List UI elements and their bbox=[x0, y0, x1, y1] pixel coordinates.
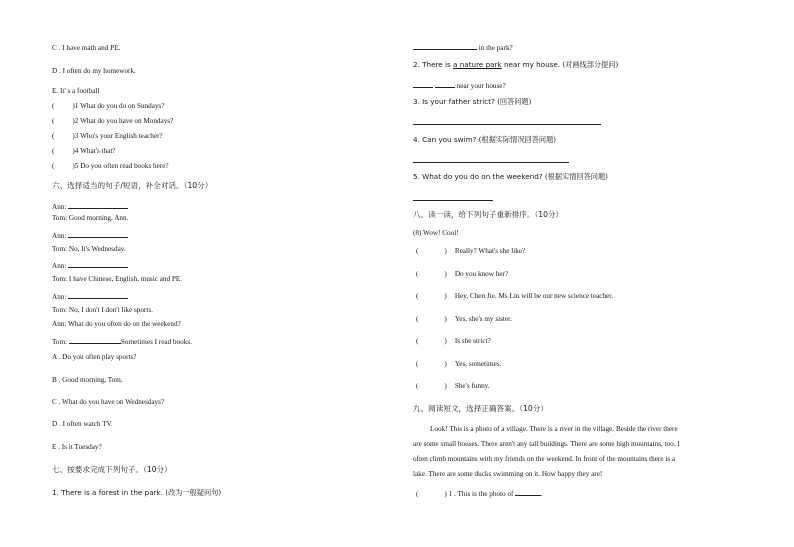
passage-line-1: Look! This is a photo of a village. There is a river in the village. Beside the river there bbox=[430, 425, 678, 433]
dialog-line-6: Tom: I have Chinese, English, music and PE. bbox=[52, 275, 183, 283]
match-item-2: ( )2 What do you have on Mondays? bbox=[52, 117, 174, 125]
match-item-4: ( )4 What's that? bbox=[52, 147, 116, 155]
question-7-1: 1. There is a forest in the park. (改为一般疑问句) bbox=[52, 488, 222, 497]
question-7-2-answer-line: near your house? bbox=[413, 80, 506, 91]
choice-b: B . Good morning, Tom. bbox=[52, 376, 123, 384]
choice-d: D . I often watch TV. bbox=[52, 420, 113, 428]
answer-line[interactable] bbox=[413, 124, 601, 125]
choice-c: C . What do you have on Wednesdays? bbox=[52, 398, 165, 406]
answer-blank[interactable] bbox=[68, 201, 128, 209]
answer-line[interactable] bbox=[413, 162, 569, 163]
answer-blank[interactable] bbox=[68, 230, 128, 238]
option-d: D . I often do my homework. bbox=[52, 67, 136, 75]
dialog-line-7: Ann: bbox=[52, 291, 128, 302]
dialog-line-5: Ann: bbox=[52, 260, 128, 271]
section-7-title: 七、按要求完成下列句子。（10分） bbox=[52, 465, 172, 474]
dialog-line-1: Ann: bbox=[52, 201, 128, 212]
dialog-line-9: Ann: What do you often do on the weekend? bbox=[52, 320, 181, 328]
choice-a: A . Do you often play sports? bbox=[52, 353, 137, 361]
order-item: ( ) Hey, Chen Jie. Ms Lin will be our new science teacher. bbox=[416, 292, 614, 300]
passage-line-2: are some small houses. There aren't any tall buildings. There are some high mountains, too. I bbox=[413, 440, 680, 448]
answer-blank[interactable] bbox=[515, 488, 541, 496]
question-7-2: 2. There is a nature park near my house. (对画线部分提问) bbox=[413, 60, 619, 69]
choice-e: E . Is it Tuesday? bbox=[52, 443, 102, 451]
answer-blank[interactable] bbox=[413, 42, 477, 50]
dialog-line-4: Tom: No, It's Wednesday. bbox=[52, 245, 126, 253]
question-7-5: 5. What do you do on the weekend? (根据实情回答问题) bbox=[413, 172, 608, 181]
order-item: ( ) Yes, sometimes. bbox=[416, 360, 502, 368]
match-item-3: ( )3 Who's your English teacher? bbox=[52, 132, 163, 140]
answer-blank[interactable] bbox=[413, 80, 433, 88]
option-e: E. It' s a football bbox=[52, 87, 100, 95]
dialog-line-8: Tom: No, I don't I don't like sports. bbox=[52, 306, 153, 314]
question-7-1-answer-line: in the park? bbox=[413, 42, 513, 53]
option-c: C . I have math and PE. bbox=[52, 44, 121, 52]
answer-line[interactable] bbox=[413, 200, 493, 201]
match-item-5: ( )5 Do you often read books here? bbox=[52, 162, 169, 170]
answer-blank[interactable] bbox=[68, 260, 128, 268]
answer-blank[interactable] bbox=[435, 80, 455, 88]
order-item: ( ) Really? What's she like? bbox=[416, 247, 526, 255]
section-6-title: 六、选择适当的句子/短语，补全对话。（10分） bbox=[52, 181, 213, 190]
section-9-title: 九、阅读短文，选择正确答案。（10分） bbox=[413, 404, 548, 413]
order-item: ( ) Yes, she's my sister. bbox=[416, 315, 512, 323]
passage-line-3: often climb mountains with my friends on the weekend. In front of the mountains there is a bbox=[413, 455, 676, 463]
answer-blank[interactable] bbox=[68, 291, 128, 299]
dialog-line-3: Ann: bbox=[52, 230, 128, 241]
dialog-line-2: Tom: Good morning, Ann. bbox=[52, 214, 129, 222]
question-9-1: ( ) 1 . This is the photo of . bbox=[416, 490, 543, 498]
section-8-title: 八、读一读，给下列句子重新排序。（10分） bbox=[413, 210, 564, 219]
passage-line-4: lake. There are some ducks swimming on it. How happy they are! bbox=[413, 470, 603, 478]
match-item-1: ( )1 What do you do on Sundays? bbox=[52, 102, 165, 110]
order-item: ( ) Do you know her? bbox=[416, 270, 509, 278]
question-7-4: 4. Can you swim? (根据实际情况回答问题) bbox=[413, 135, 557, 144]
answer-blank[interactable] bbox=[69, 336, 121, 344]
order-item: ( ) She's funny. bbox=[416, 382, 490, 390]
section-8-given: (8) Wow! Cool! bbox=[413, 229, 459, 237]
order-item: ( ) Is she strict? bbox=[416, 337, 491, 345]
dialog-line-10: Tom: Sometimes I read books. bbox=[52, 338, 192, 346]
question-7-3: 3. Is your father strict? (回答问题) bbox=[413, 97, 532, 106]
